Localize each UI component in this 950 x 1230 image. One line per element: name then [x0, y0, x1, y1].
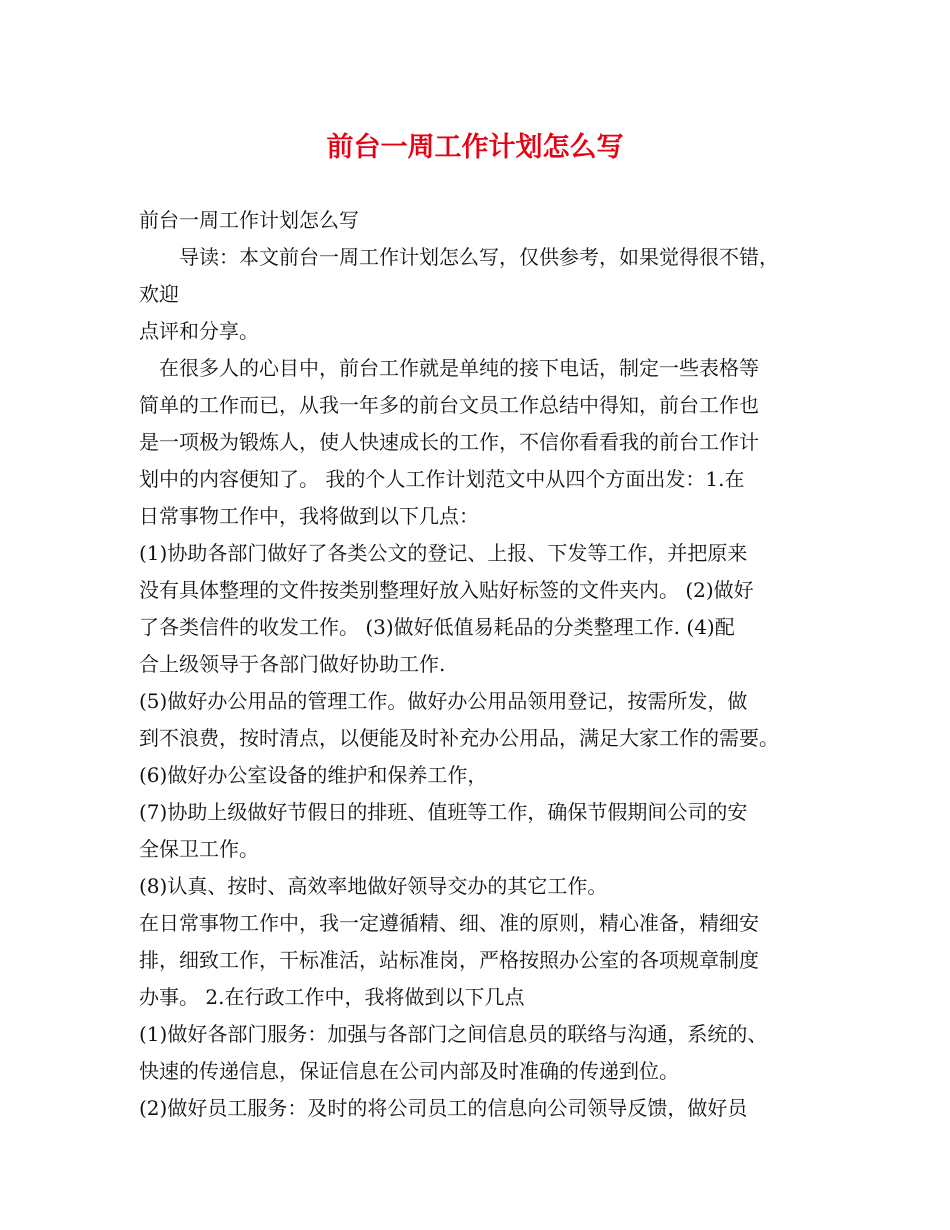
body-line: (1)协助各部门做好了各类公文的登记、上报、下发等工作，并把原来 [139, 541, 748, 565]
body-line: 导读：本文前台一周工作计划怎么写，仅供参考，如果觉得很不错， [139, 245, 779, 269]
body-line: 划中的内容便知了。 我的个人工作计划范文中从四个方面出发：1.在 [139, 467, 745, 491]
body-line: 前台一周工作计划怎么写 [139, 208, 359, 232]
document-title: 前台一周工作计划怎么写 [326, 132, 624, 163]
body-line: 合上级领导于各部门做好协助工作. [139, 652, 446, 676]
body-line: 排，细致工作，干标准活，站标准岗，严格按照办公室的各项规章制度 [139, 948, 759, 972]
document-body [139, 202, 839, 1127]
body-line: (1)做好各部门服务：加强与各部门之间信息员的联络与沟通，系统的、 [139, 1022, 768, 1046]
body-line: 是一项极为锻炼人，使人快速成长的工作，不信你看看我的前台工作计 [139, 430, 759, 454]
body-line: 在很多人的心目中，前台工作就是单纯的接下电话，制定一些表格等 [139, 356, 759, 380]
body-line: 到不浪费，按时清点，以便能及时补充办公用品，满足大家工作的需要。 [139, 726, 779, 750]
body-line: (8)认真、按时、高效率地做好领导交办的其它工作。 [139, 874, 608, 898]
body-line: 欢迎 [139, 282, 179, 306]
body-line: (7)协助上级做好节假日的排班、值班等工作，确保节假期间公司的安 [139, 800, 748, 824]
body-line: 日常事物工作中，我将做到以下几点： [139, 504, 479, 528]
body-line: (2)做好员工服务：及时的将公司员工的信息向公司领导反馈，做好员 [139, 1096, 748, 1120]
body-line: 全保卫工作。 [139, 837, 259, 861]
body-line: (6)做好办公室设备的维护和保养工作， [139, 763, 488, 787]
body-line: 了各类信件的收发工作。 (3)做好低值易耗品的分类整理工作. (4)配 [139, 615, 735, 639]
body-line: 办事。 2.在行政工作中，我将做到以下几点 [139, 985, 525, 1009]
body-line: (5)做好办公用品的管理工作。做好办公用品领用登记，按需所发，做 [139, 689, 748, 713]
body-line: 点评和分享。 [139, 319, 259, 343]
body-line: 快速的传递信息，保证信息在公司内部及时准确的传递到位。 [139, 1059, 679, 1083]
body-line: 在日常事物工作中，我一定遵循精、细、准的原则，精心准备，精细安 [139, 911, 759, 935]
body-line: 简单的工作而已，从我一年多的前台文员工作总结中得知，前台工作也 [139, 393, 759, 417]
body-line: 没有具体整理的文件按类别整理好放入贴好标签的文件夹内。 (2)做好 [139, 578, 754, 602]
